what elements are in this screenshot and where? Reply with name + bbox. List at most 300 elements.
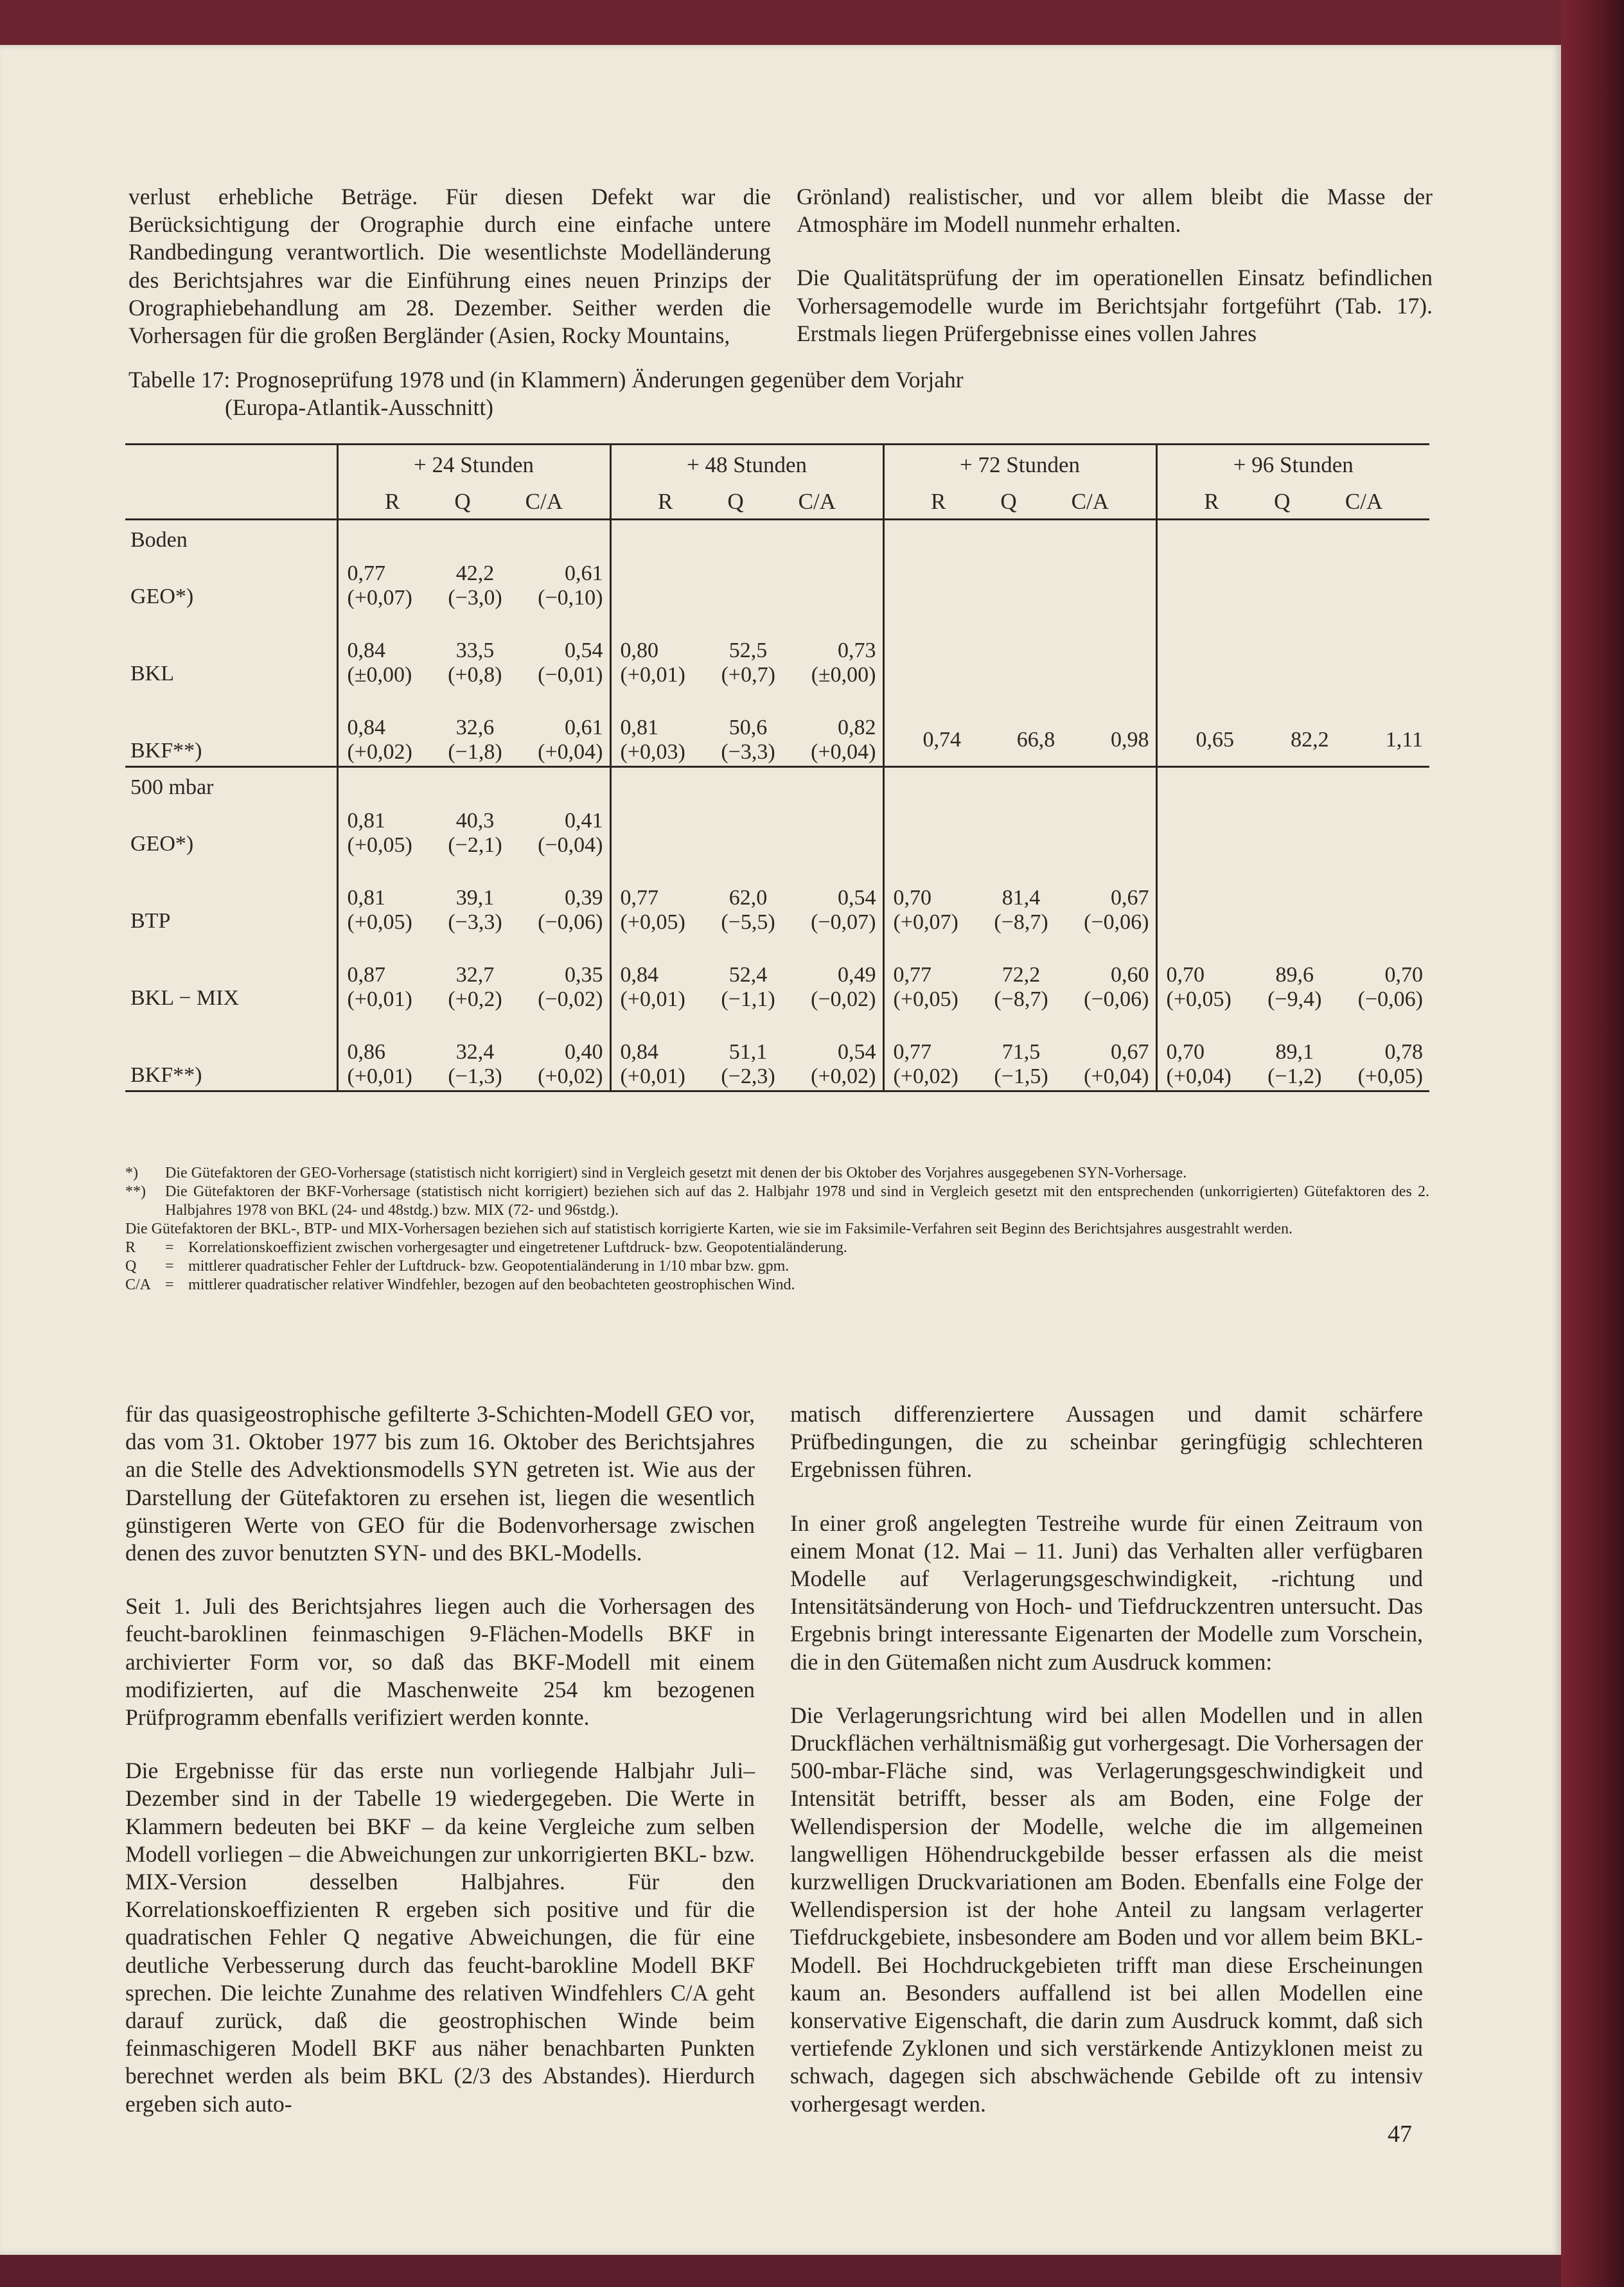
- top-right-column: [797, 183, 1433, 348]
- change-cell: [337, 910, 610, 936]
- change-group: [612, 987, 883, 1012]
- value-cell: [337, 637, 610, 663]
- value: 0,81: [347, 886, 385, 910]
- value: 0,65: [1196, 728, 1234, 752]
- value: 0,70: [1384, 963, 1423, 987]
- change-cell: [1156, 910, 1429, 936]
- value: 52,5: [728, 639, 768, 662]
- row-label: BTP: [130, 909, 171, 933]
- value-cell: [337, 714, 610, 740]
- value-cell: [1156, 714, 1429, 767]
- gap-cell: [1156, 936, 1429, 962]
- bottom-left-column: [125, 1400, 755, 2118]
- table-row-values: [125, 885, 1429, 910]
- gap-cell: [1156, 612, 1429, 637]
- change-value: (−1,1): [721, 987, 775, 1011]
- value-group: [885, 963, 1156, 987]
- value: 0,49: [838, 963, 876, 987]
- value: 0,70: [1166, 963, 1205, 987]
- value: 39,1: [455, 886, 495, 910]
- empty-cell: [337, 767, 610, 808]
- change-value: (−0,06): [1084, 910, 1149, 934]
- change-value: (−0,02): [811, 987, 876, 1011]
- gap-row: [125, 612, 1429, 637]
- change-cell: [610, 1064, 883, 1091]
- value: 0,80: [620, 639, 658, 662]
- change-value: (−9,4): [1267, 987, 1322, 1011]
- value-group: [612, 963, 883, 987]
- value-cell: [337, 1039, 610, 1064]
- change-group: [339, 1064, 610, 1089]
- change-value: (−0,01): [538, 663, 603, 687]
- row-label: BKL − MIX: [130, 986, 240, 1010]
- paragraph: für das quasigeostrophische gefilterte 3-Schichten-Modell GEO vor, das vom 31. Oktober 1977 bis zum 16. Oktober des Berichtsjahres an die Stelle des Advektionsmodells SYN getreten ist. Wie aus der Darstellung der Gütefaktoren zu ersehen ist, liegen die wesentlich günstigeren Werte von GEO für die Bodenvorhersage zwischen denen des zuvor benutzten SYN- und des BKL-Modells.: [125, 1401, 755, 1566]
- subheader-r: R: [1204, 489, 1219, 514]
- change-group: [339, 740, 610, 764]
- value: 0,70: [893, 886, 931, 910]
- gap-cell: [125, 936, 337, 962]
- change-cell: [883, 663, 1156, 689]
- value-group: [339, 963, 610, 987]
- paragraph: matisch differenziertere Aussagen und damit schärfere Prüfbedingungen, die zu scheinbar geringfügig schlechteren Ergebnissen führen.: [790, 1401, 1423, 1483]
- value-cell: [610, 1039, 883, 1064]
- change-cell: [883, 833, 1156, 859]
- value: 0,41: [565, 809, 603, 833]
- change-value: (±0,00): [811, 663, 876, 687]
- change-group: [339, 910, 610, 935]
- value-cell: [610, 885, 883, 910]
- change-value: (+0,07): [893, 910, 958, 934]
- gap-cell: [610, 1013, 883, 1039]
- change-value: (+0,7): [721, 663, 775, 687]
- header-row: [125, 445, 1429, 486]
- subheader-r: R: [931, 489, 946, 514]
- gap-row: [125, 936, 1429, 962]
- change-cell: [610, 663, 883, 689]
- gap-row: [125, 689, 1429, 714]
- value: 0,77: [620, 886, 658, 910]
- value: 0,84: [620, 963, 658, 987]
- footnote: [125, 1164, 1429, 1183]
- paragraph: Die Qualitätsprüfung der im operationellen Einsatz befindlichen Vorhersagemodelle wurde im Berichtsjahr fortgeführt (Tab. 17). Erstmals liegen Prüfergebnisse eines vollen Jahres: [797, 265, 1433, 346]
- definition-equals: =: [165, 1239, 174, 1256]
- table-17: [125, 443, 1429, 1092]
- change-cell: [883, 987, 1156, 1013]
- value: 32,7: [455, 963, 495, 987]
- change-value: (+0,05): [1357, 1064, 1423, 1088]
- value: 0,39: [565, 886, 603, 910]
- empty-cell: [610, 767, 883, 808]
- change-value: (+0,05): [893, 987, 958, 1011]
- change-group: [612, 740, 883, 764]
- change-value: (−2,1): [448, 833, 502, 857]
- change-cell: [337, 740, 610, 767]
- value-group: [1158, 728, 1430, 752]
- header-period: + 96 Stunden: [1156, 445, 1429, 486]
- value-group: [339, 561, 610, 586]
- subheader-cell: [610, 485, 883, 520]
- value: 1,11: [1385, 728, 1423, 752]
- change-value: (−0,10): [538, 586, 603, 610]
- table-caption: [128, 366, 1349, 421]
- gap-cell: [125, 689, 337, 714]
- change-value: (+0,04): [538, 740, 603, 764]
- subheader-row: [125, 485, 1429, 520]
- value-cell: [1156, 885, 1429, 910]
- change-value: (+0,03): [620, 740, 685, 764]
- change-cell: [337, 987, 610, 1013]
- change-value: (+0,07): [347, 586, 412, 610]
- section-row: [125, 767, 1429, 808]
- header-period: + 24 Stunden: [337, 445, 610, 486]
- subheader-q: Q: [1000, 489, 1017, 514]
- value-group: [1158, 963, 1430, 987]
- change-group: [885, 987, 1156, 1012]
- change-cell: [1156, 987, 1429, 1013]
- change-cell: [1156, 663, 1429, 689]
- row-label: BKF**): [125, 1039, 337, 1091]
- value: 89,1: [1275, 1040, 1314, 1064]
- change-value: (−0,04): [538, 833, 603, 857]
- change-group: [885, 1064, 1156, 1089]
- value-cell: [883, 714, 1156, 767]
- subheader-ca: C/A: [525, 489, 563, 514]
- value-group: [339, 1040, 610, 1064]
- value-group: [612, 639, 883, 663]
- empty-cell: [883, 767, 1156, 808]
- value: 0,35: [565, 963, 603, 987]
- change-value: (±0,00): [347, 663, 412, 687]
- paragraph: verlust erhebliche Beträge. Für diesen Defekt war die Berücksichtigung der Orographie durch eine einfache untere Randbedingung verantwortlich. Die wesentlichste Modelländerung des Berichtsjahres war die Einführung eines neuen Prinzips der Orographiebehandlung am 28. Dezember. Seither werden die Vorhersagen für die großen Bergländer (Asien, Rocky Mountains,: [128, 184, 771, 349]
- row-label: GEO*): [130, 832, 194, 856]
- subheader-r: R: [385, 489, 400, 514]
- change-value: (−8,7): [994, 910, 1048, 934]
- change-cell: [883, 586, 1156, 612]
- change-cell: [1156, 586, 1429, 612]
- change-value: (+0,04): [811, 740, 876, 764]
- gap-cell: [883, 859, 1156, 885]
- empty-cell: [610, 520, 883, 561]
- table-row-values: [125, 808, 1429, 833]
- subheader-q: Q: [1274, 489, 1291, 514]
- definition-text: mittlerer quadratischer Fehler der Luftdruck- bzw. Geopotentialänderung in 1/10 mbar bzw. gpm.: [188, 1258, 790, 1275]
- value: 0,67: [1111, 1040, 1149, 1064]
- value: 72,2: [1002, 963, 1041, 987]
- subheader-r: R: [658, 489, 673, 514]
- change-cell: [1156, 1064, 1429, 1091]
- change-value: (−1,5): [994, 1064, 1048, 1088]
- change-value: (+0,04): [1084, 1064, 1149, 1088]
- footnote-text: Die Gütefaktoren der GEO-Vorhersage (statistisch nicht korrigiert) sind in Vergleich gesetzt mit denen der bis Oktober des Vorjahres ausgegebenen SYN-Vorhersage.: [165, 1165, 1187, 1181]
- change-value: (−1,3): [448, 1064, 502, 1088]
- gap-cell: [337, 689, 610, 714]
- value: 0,61: [565, 561, 603, 585]
- top-left-column: [128, 183, 771, 349]
- row-label: BKF**): [125, 714, 337, 767]
- definition-text: Korrelationskoeffizient zwischen vorhergesagter und eingetretener Luftdruck- bzw. Geopotentialänderung.: [188, 1239, 847, 1256]
- value: 0,54: [838, 1040, 876, 1064]
- value: 89,6: [1275, 963, 1314, 987]
- bottom-right-column: [790, 1400, 1423, 2118]
- value: 0,54: [838, 886, 876, 910]
- value-group: [885, 1040, 1156, 1064]
- value-cell: [610, 637, 883, 663]
- value-cell: [610, 808, 883, 833]
- subheader-q: Q: [727, 489, 744, 514]
- change-value: (+0,01): [620, 663, 685, 687]
- value: 62,0: [728, 886, 768, 910]
- change-group: [1158, 987, 1430, 1012]
- value-group: [339, 716, 610, 740]
- empty-cell: [1156, 520, 1429, 561]
- value: 0,61: [565, 716, 603, 739]
- gap-cell: [125, 612, 337, 637]
- paragraph: In einer groß angelegten Testreihe wurde für einen Zeitraum von einem Monat (12. Mai – 11. Juni) das Verhalten aller verfügbaren Modelle auf Verlagerungsgeschwindigkeit, -richtung und Intensitätsänderung von Hoch- und Tiefdruckzentren untersucht. Das Ergebnis bringt interessante Eigenarten der Modelle zum Vorschein, die in den Gütemaßen nicht zum Ausdruck kommen:: [790, 1510, 1423, 1675]
- change-value: (−3,0): [448, 586, 502, 610]
- table-row-values: [125, 637, 1429, 663]
- footnote-mark: **): [125, 1183, 146, 1200]
- change-group: [339, 987, 610, 1012]
- gap-cell: [610, 689, 883, 714]
- value: 0,84: [347, 639, 385, 662]
- page-edge-top: [0, 0, 1561, 45]
- value-cell: [883, 962, 1156, 987]
- gap-cell: [1156, 1013, 1429, 1039]
- value-group: [339, 639, 610, 663]
- change-value: (+0,01): [620, 1064, 685, 1088]
- change-value: (−5,5): [721, 910, 775, 934]
- book-binding: [1561, 0, 1624, 2287]
- value: 33,5: [455, 639, 495, 662]
- footnotes: [125, 1164, 1429, 1294]
- change-value: (−0,02): [538, 987, 603, 1011]
- change-value: (−3,3): [448, 910, 502, 934]
- value: 32,6: [455, 716, 495, 739]
- change-group: [612, 663, 883, 687]
- empty-cell: [337, 520, 610, 561]
- subheader-cell: [337, 485, 610, 520]
- value-cell: [610, 714, 883, 740]
- change-value: (+0,01): [347, 987, 412, 1011]
- change-value: (−0,06): [1084, 987, 1149, 1011]
- gap-cell: [1156, 689, 1429, 714]
- value-group: [339, 886, 610, 910]
- value: 0,81: [347, 809, 385, 833]
- definition: [125, 1257, 1429, 1276]
- gap-cell: [125, 1013, 337, 1039]
- change-value: (−0,06): [538, 910, 603, 934]
- value: 0,74: [922, 728, 961, 752]
- value: 66,8: [1016, 728, 1055, 752]
- change-value: (+0,2): [448, 987, 502, 1011]
- table-row-values: [125, 714, 1429, 740]
- row-label: BKL: [130, 662, 174, 685]
- change-group: [339, 663, 610, 687]
- subheader-labels: [885, 489, 1156, 515]
- paragraph: Die Ergebnisse für das erste nun vorliegende Halbjahr Juli–Dezember sind in der Tabelle 19 wiedergegeben. Die Werte in Klammern bedeuten bei BKF – da keine Vergleiche zum selben Modell vorliegen – die Abweichungen zur unkorrigierten BKL- bzw. MIX-Version desselben Halbjahres. Für den Korrelationskoeffizienten R ergeben sich positive und für die quadratischen Fehler Q negative Abweichungen, die für eine deutliche Verbesserung durch das feucht-barokline Modell BKF sprechen. Die leichte Zunahme des relativen Windfehlers C/A geht darauf zurück, daß die geostrophischen Winde beim feinmaschigeren Modell BKF aus näher benachbarten Punkten berechnet werden als beim BKL (2/3 des Abstandes). Hierdurch ergeben sich auto-: [125, 1758, 755, 2117]
- footnote-note: Die Gütefaktoren der BKL-, BTP- und MIX-Vorhersagen beziehen sich auf statistisch korrigierte Karten, wie sie im Faksimile-Verfahren seit Beginn des Berichtsjahres ausgestrahlt werden.: [125, 1221, 1293, 1237]
- change-cell: [610, 586, 883, 612]
- empty-cell: [883, 520, 1156, 561]
- change-cell: [337, 586, 610, 612]
- value: 0,86: [347, 1040, 385, 1064]
- change-value: (+0,8): [448, 663, 502, 687]
- value: 50,6: [728, 716, 768, 739]
- change-cell: [337, 1064, 610, 1091]
- gap-cell: [883, 936, 1156, 962]
- value: 0,70: [1166, 1040, 1205, 1064]
- subheader-cell: [1156, 485, 1429, 520]
- change-value: (+0,05): [347, 910, 412, 934]
- value: 0,81: [620, 716, 658, 739]
- footnote-text: Die Gütefaktoren der BKF-Vorhersage (statistisch nicht korrigiert) beziehen sich auf das 2. Halbjahr 1978 und sind in Vergleich gesetzt mit den entsprechenden (unkorrigierten) Gütefaktoren des 2. Halbjahres 1978 von BKL (24- und 48stdg.) bzw. MIX (72- und 96stdg.).: [165, 1183, 1429, 1219]
- section-row: [125, 520, 1429, 561]
- empty-cell: [1156, 767, 1429, 808]
- subheader-ca: C/A: [1345, 489, 1383, 514]
- value-cell: [337, 560, 610, 586]
- change-value: (−2,3): [721, 1064, 775, 1088]
- change-group: [612, 910, 883, 935]
- header-corner: [125, 445, 337, 486]
- change-value: (+0,02): [347, 740, 412, 764]
- subheader-ca: C/A: [1071, 489, 1109, 514]
- change-value: (−0,07): [811, 910, 876, 934]
- definition: [125, 1239, 1429, 1257]
- definition-equals: =: [165, 1276, 174, 1293]
- definition-symbol: R: [125, 1239, 136, 1256]
- value-group: [885, 886, 1156, 910]
- subheader-labels: [339, 489, 610, 515]
- change-value: (−8,7): [994, 987, 1048, 1011]
- change-value: (+0,01): [620, 987, 685, 1011]
- change-cell: [337, 833, 610, 859]
- change-cell: [883, 910, 1156, 936]
- change-group: [339, 833, 610, 858]
- value-group: [1158, 1040, 1430, 1064]
- table-row-values: [125, 962, 1429, 987]
- value: 0,77: [893, 1040, 931, 1064]
- subheader-labels: [1158, 489, 1430, 515]
- change-group: [339, 586, 610, 610]
- change-value: (−0,06): [1357, 987, 1423, 1011]
- table-row-values: [125, 1039, 1429, 1064]
- change-cell: [337, 663, 610, 689]
- value: 0,54: [565, 639, 603, 662]
- change-cell: [610, 740, 883, 767]
- value: 82,2: [1291, 728, 1329, 752]
- page-number: 47: [1388, 2121, 1412, 2148]
- gap-cell: [337, 859, 610, 885]
- value-cell: [610, 560, 883, 586]
- change-value: (−3,3): [721, 740, 775, 764]
- value: 42,2: [455, 561, 495, 585]
- caption-line: (Europa-Atlantik-Ausschnitt): [225, 394, 494, 420]
- definition-symbol: Q: [125, 1258, 137, 1275]
- caption-line: Tabelle 17: Prognoseprüfung 1978 und (in Klammern) Änderungen gegenüber dem Vorjahr: [128, 367, 964, 393]
- value: 51,1: [728, 1040, 768, 1064]
- value-cell: [883, 560, 1156, 586]
- value-cell: [883, 808, 1156, 833]
- change-cell: [610, 833, 883, 859]
- value-group: [339, 809, 610, 833]
- subheader-ca: C/A: [798, 489, 836, 514]
- gap-cell: [337, 936, 610, 962]
- subheader-labels: [612, 489, 883, 515]
- change-value: (+0,02): [893, 1064, 958, 1088]
- value: 81,4: [1002, 886, 1041, 910]
- gap-cell: [883, 612, 1156, 637]
- section-label: 500 mbar: [130, 775, 214, 799]
- change-value: (+0,05): [347, 833, 412, 857]
- change-value: (+0,05): [620, 910, 685, 934]
- value: 40,3: [455, 809, 495, 833]
- change-value: (−1,2): [1267, 1064, 1322, 1088]
- gap-cell: [610, 612, 883, 637]
- value-cell: [883, 637, 1156, 663]
- paragraph: Grönland) realistischer, und vor allem bleibt die Masse der Atmosphäre im Modell nunmehr erhalten.: [797, 184, 1433, 238]
- gap-cell: [883, 689, 1156, 714]
- value-cell: [1156, 1039, 1429, 1064]
- definition-text: mittlerer quadratischer relativer Windfehler, bezogen auf den beobachteten geostrophischen Wind.: [188, 1276, 795, 1293]
- footnote: [125, 1183, 1429, 1220]
- change-group: [612, 1064, 883, 1089]
- change-group: [885, 910, 1156, 935]
- change-value: (+0,02): [811, 1064, 876, 1088]
- value: 0,84: [347, 716, 385, 739]
- value: 0,77: [893, 963, 931, 987]
- value: 0,87: [347, 963, 385, 987]
- value-group: [612, 716, 883, 740]
- change-cell: [1156, 833, 1429, 859]
- value: 0,77: [347, 561, 385, 585]
- header-period: + 48 Stunden: [610, 445, 883, 486]
- table-row-values: [125, 560, 1429, 586]
- value: 32,4: [455, 1040, 495, 1064]
- gap-row: [125, 1013, 1429, 1039]
- change-cell: [610, 987, 883, 1013]
- value: 0,60: [1111, 963, 1149, 987]
- gap-cell: [1156, 859, 1429, 885]
- paragraph: Die Verlagerungsrichtung wird bei allen Modellen und in allen Druckflächen verhältnismäßig gut vorhergesagt. Die Vorhersagen der 500-mbar-Fläche sind, was Verlagerungsgeschwindigkeit und Intensität betrifft, besser als am Boden, eine Folge der Wellendispersion der Modelle, welche die im allgemeinen langwelligen Höhendruckgebilde besser erfassen als die meist kurzwelligen Druckvariationen am Boden. Ebenfalls eine Folge der Wellendispersion ist der hohe Anteil zu langsam verlagerter Tiefdruckgebiete, insbesondere am Boden und vor allem beim BKL-Modell. Bei Hochdruckgebieten trifft man diese Erscheinungen kaum an. Besonders auffallend ist bei allen Modellen eine konservative Eigenschaft, die darin zum Ausdruck kommt, daß sich vertiefende Zyklonen und sich verstärkende Antizyklonen meist zu schwach, dagegen sich abschwächende Gebilde oft zu intensiv vorhergesagt werden.: [790, 1702, 1423, 2117]
- value-cell: [883, 1039, 1156, 1064]
- section-label: Boden: [130, 528, 188, 552]
- definition-symbol: C/A: [125, 1276, 152, 1293]
- change-value: (+0,02): [538, 1064, 603, 1088]
- header-period: + 72 Stunden: [883, 445, 1156, 486]
- value: 0,40: [565, 1040, 603, 1064]
- value-cell: [1156, 962, 1429, 987]
- value-cell: [1156, 637, 1429, 663]
- value-cell: [337, 885, 610, 910]
- value-group: [612, 1040, 883, 1064]
- gap-cell: [883, 1013, 1156, 1039]
- value-cell: [883, 885, 1156, 910]
- change-value: (−1,8): [448, 740, 502, 764]
- value-cell: [337, 808, 610, 833]
- value: 0,67: [1111, 886, 1149, 910]
- gap-cell: [337, 612, 610, 637]
- change-group: [1158, 1064, 1430, 1089]
- definition-equals: =: [165, 1258, 174, 1275]
- gap-cell: [610, 859, 883, 885]
- value: 52,4: [728, 963, 768, 987]
- gap-cell: [125, 859, 337, 885]
- value-cell: [610, 962, 883, 987]
- value: 0,84: [620, 1040, 658, 1064]
- gap-row: [125, 859, 1429, 885]
- value: 0,73: [838, 639, 876, 662]
- row-label: GEO*): [130, 585, 194, 608]
